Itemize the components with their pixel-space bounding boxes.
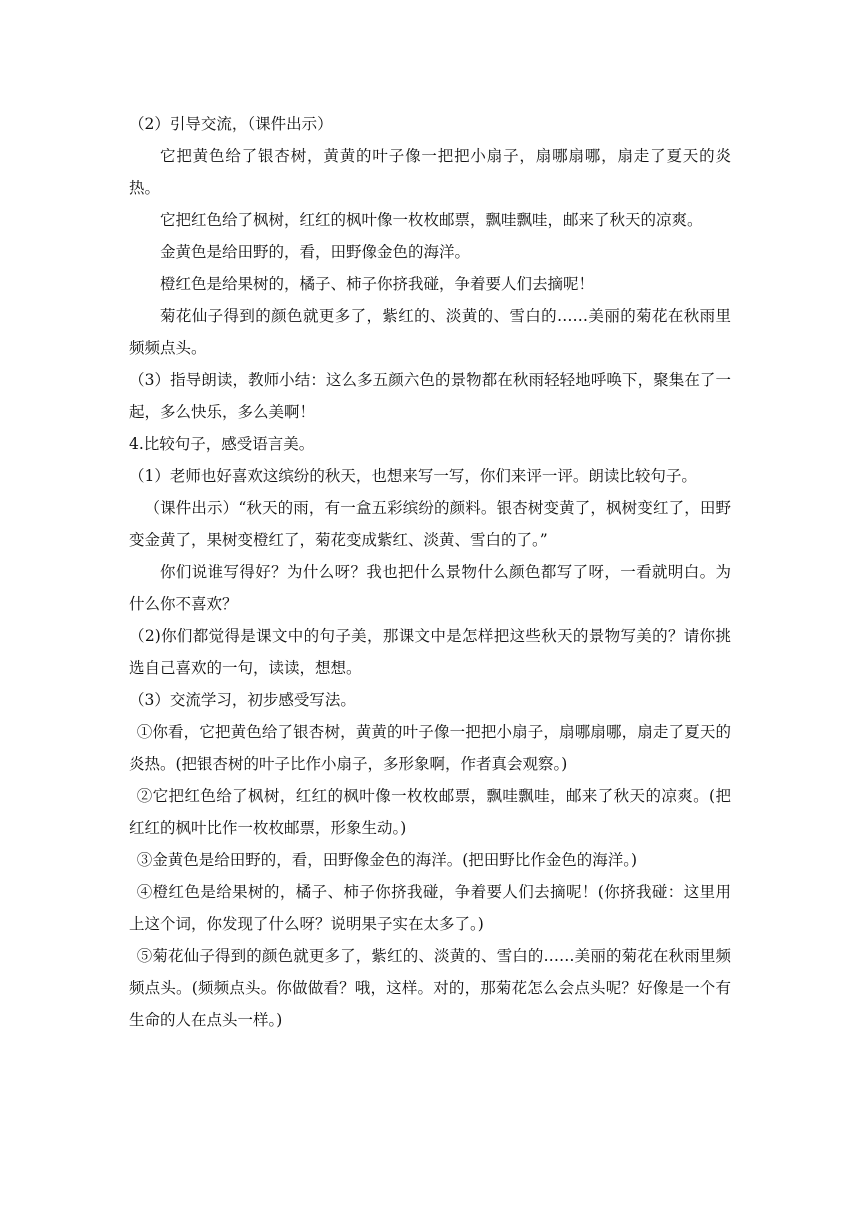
paragraph-field: 金黄色是给田野的，看，田野像金色的海洋。 [160, 243, 471, 261]
paragraph-fruit-tree: 橙红色是给果树的，橘子、柿子你挤我碰，争着要人们去摘呢！ [160, 275, 595, 293]
paragraph-courseware-quote: （课件出示）“秋天的雨，有一盒五彩缤纷的颜料。银杏树变黄了，枫树变红了，田野变金黄了，果树变橙红了，菊花变成紫红、淡黄、雪白的了。” [129, 499, 731, 549]
paragraph-who-writes-better: 你们说谁写得好？为什么呀？我也把什么景物什么颜色都写了呀，一看就明白。为什么你不喜欢？ [129, 563, 731, 613]
list-item-2-maple: ②它把红色给了枫树，红红的枫叶像一枚枚邮票，飘哇飘哇，邮来了秋天的凉爽。(把红红的枫叶比作一枚枚邮票，形象生动。) [129, 787, 731, 837]
list-item-1-ginkgo: ①你看，它把黄色给了银杏树，黄黄的叶子像一把把小扇子，扇哪扇哪，扇走了夏天的炎热。(把银杏树的叶子比作小扇子，多形象啊，作者真会观察。) [129, 723, 731, 773]
paragraph-maple: 它把红色给了枫树，红红的枫叶像一枚枚邮票，飘哇飘哇，邮来了秋天的凉爽。 [160, 211, 703, 229]
paragraph-ginkgo: 它把黄色给了银杏树，黄黄的叶子像一把把小扇子，扇哪扇哪，扇走了夏天的炎热。 [129, 147, 731, 197]
paragraph-chrysanthemum: 菊花仙子得到的颜色就更多了，紫红的、淡黄的、雪白的……美丽的菊花在秋雨里频频点头。 [129, 307, 731, 357]
list-item-3-field: ③金黄色是给田野的，看，田野像金色的海洋。(把田野比作金色的海洋。) [136, 851, 638, 869]
paragraph-2-text-beauty: （2)你们都觉得是课文中的句子美，那课文中是怎样把这些秋天的景物写美的？请你挑选自己喜欢的一句，读读，想想。 [129, 627, 731, 677]
list-item-4-fruit-tree: ④橙红色是给果树的，橘子、柿子你挤我碰，争着要人们去摘呢！(你挤我碰：这里用上这个词，你发现了什么呀？说明果子实在太多了。) [129, 883, 731, 933]
paragraph-1-compare: （1）老师也好喜欢这缤纷的秋天，也想来写一写，你们来评一评。朗读比较句子。 [129, 467, 697, 485]
section-heading-4: 4.比较句子，感受语言美。 [129, 435, 315, 453]
paragraph-2-guide-exchange: （2）引导交流，（课件出示） [129, 115, 333, 133]
paragraph-3-reading-guide: （3）指导朗读，教师小结：这么多五颜六色的景物都在秋雨轻轻地呼唤下，聚集在了一起，多么快乐，多么美啊！ [129, 371, 731, 421]
paragraph-3-exchange-learning: （3）交流学习，初步感受写法。 [129, 691, 356, 709]
document-body [129, 108, 731, 1036]
list-item-5-chrysanthemum: ⑤菊花仙子得到的颜色就更多了，紫红的、淡黄的、雪白的……美丽的菊花在秋雨里频频点头。(频频点头。你做做看？哦，这样。对的，那菊花怎么会点头呢？好像是一个有生命的人在点头一样。) [129, 947, 731, 1029]
